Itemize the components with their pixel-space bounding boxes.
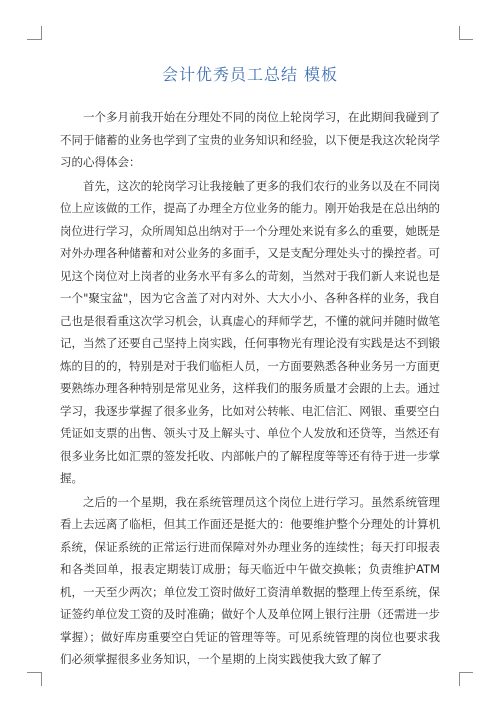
paragraph-intro: 一个多月前我开始在分理处不同的岗位上轮岗学习，在此期间我碰到了不同于储蓄的业务也学到了宝贵的业务知识和经验，以下便是我这次轮岗学习的心得体会：: [60, 110, 440, 169]
crop-mark-top-left: [27, 39, 41, 40]
paragraph-first-rotation: 首先，这次的轮岗学习让我接触了更多的我们农行的业务以及在不同岗位上应该做的工作，提高了办理全方位业务的能力。刚开始我是在总出纳的岗位进行学习，众所周知总出纳对于一个分理处来说有多么的重要，她既是对外办理各种储蓄和对公业务的多面手，又是支配分理处头寸的操控者。可见这个岗位对上岗者的业务水平有多么的苛刻，当然对于我们新人来说也是一个"聚宝盆"，因为它含盖了对内对外、大大小小、各种各样的业务，我自己也是很看重这次学习机会，认真虚心的拜师学艺，不懂的就问并随时做笔记，当然了还要自己坚持上岗实践，任何事物光有理论没有实践是达不到锻炼的目的的，特别是对于我们临柜人员，一方面要熟悉各种业务另一方面更要熟练办理各种特别是常见业务，这样我们的服务质量才会跟的上去。通过学习，我逐步掌握了很多业务，比如对公转帐、电汇信汇、网银、重要空白凭证如支票的出售、领头寸及上解头寸、单位个人发放和还贷等，当然还有很多业务比如汇票的签发托收、内部帐户的了解程度等等还有待于进一步掌握。: [60, 178, 440, 485]
crop-mark-top-left: [41, 26, 42, 40]
paragraph-system-admin: 之后的一个星期，我在系统管理员这个岗位上进行学习。虽然系统管理看上去远离了临柜，但其工作面还是挺大的：他要维护整个分理处的计算机系统，保证系统的正常运行进而保障对外办理业务的连续性；每天打印报表和各类回单，报表定期装订成册；每天临近中午做交换帐；负责维护ATM机，一天至少两次；单位发工资时做好工资清单数据的整理上传至系统，保证签约单位发工资的及时准确；做好个人及单位网上银行注册（还需进一步掌握）；做好库房重要空白凭证的管理等等。可见系统管理的岗位也要求我们必须掌握很多业务知识，一个星期的上岗实践使我大致了解了: [60, 494, 440, 666]
crop-mark-bottom-right: [459, 672, 473, 673]
crop-mark-top-right: [459, 39, 473, 40]
crop-mark-bottom-right: [459, 672, 460, 686]
document-body: [60, 106, 440, 671]
crop-mark-top-right: [459, 26, 460, 40]
crop-mark-bottom-left: [41, 672, 42, 686]
crop-mark-bottom-left: [27, 672, 41, 673]
document-title: 会计优秀员工总结 模板: [161, 65, 339, 84]
